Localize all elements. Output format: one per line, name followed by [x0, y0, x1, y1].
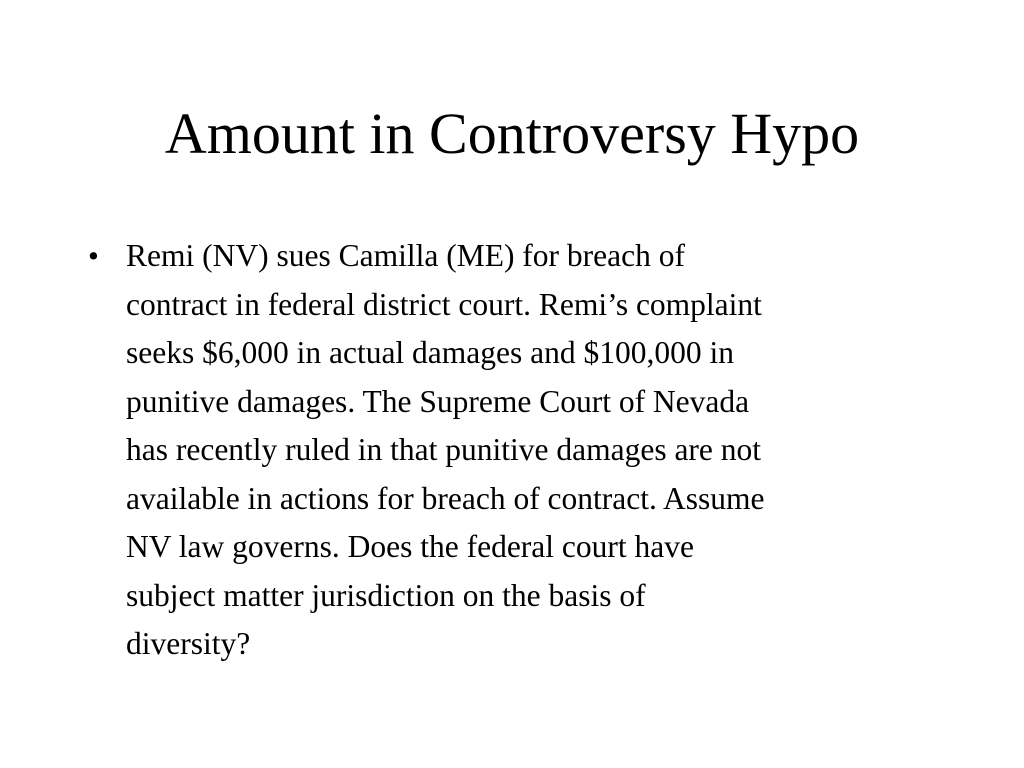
bullet-text-line: Remi (NV) sues Camilla (ME) for breach of: [126, 238, 685, 273]
bullet-marker: •: [88, 238, 99, 273]
bullet-text: [126, 232, 938, 669]
bullet-item: [88, 232, 938, 669]
bullet-text-line: subject matter jurisdiction on the basis of: [126, 577, 646, 613]
bullet-text-line: NV law governs. Does the federal court have: [126, 529, 694, 564]
bullet-text-line: seeks $6,000 in actual damages and $100,000 in: [126, 335, 734, 370]
bullet-list: [88, 232, 938, 669]
bullet-text-line: available in actions for breach of contract. Assume: [126, 480, 765, 516]
bullet-text-line: contract in federal district court. Remi’s complaint: [126, 286, 762, 322]
bullet-text-line: has recently ruled in that punitive damages are not: [126, 432, 762, 467]
bullet-text-line: diversity?: [126, 626, 251, 661]
slide-title: Amount in Controversy Hypo: [164, 101, 860, 166]
bullet-text-line: punitive damages. The Supreme Court of Nevada: [126, 383, 750, 419]
